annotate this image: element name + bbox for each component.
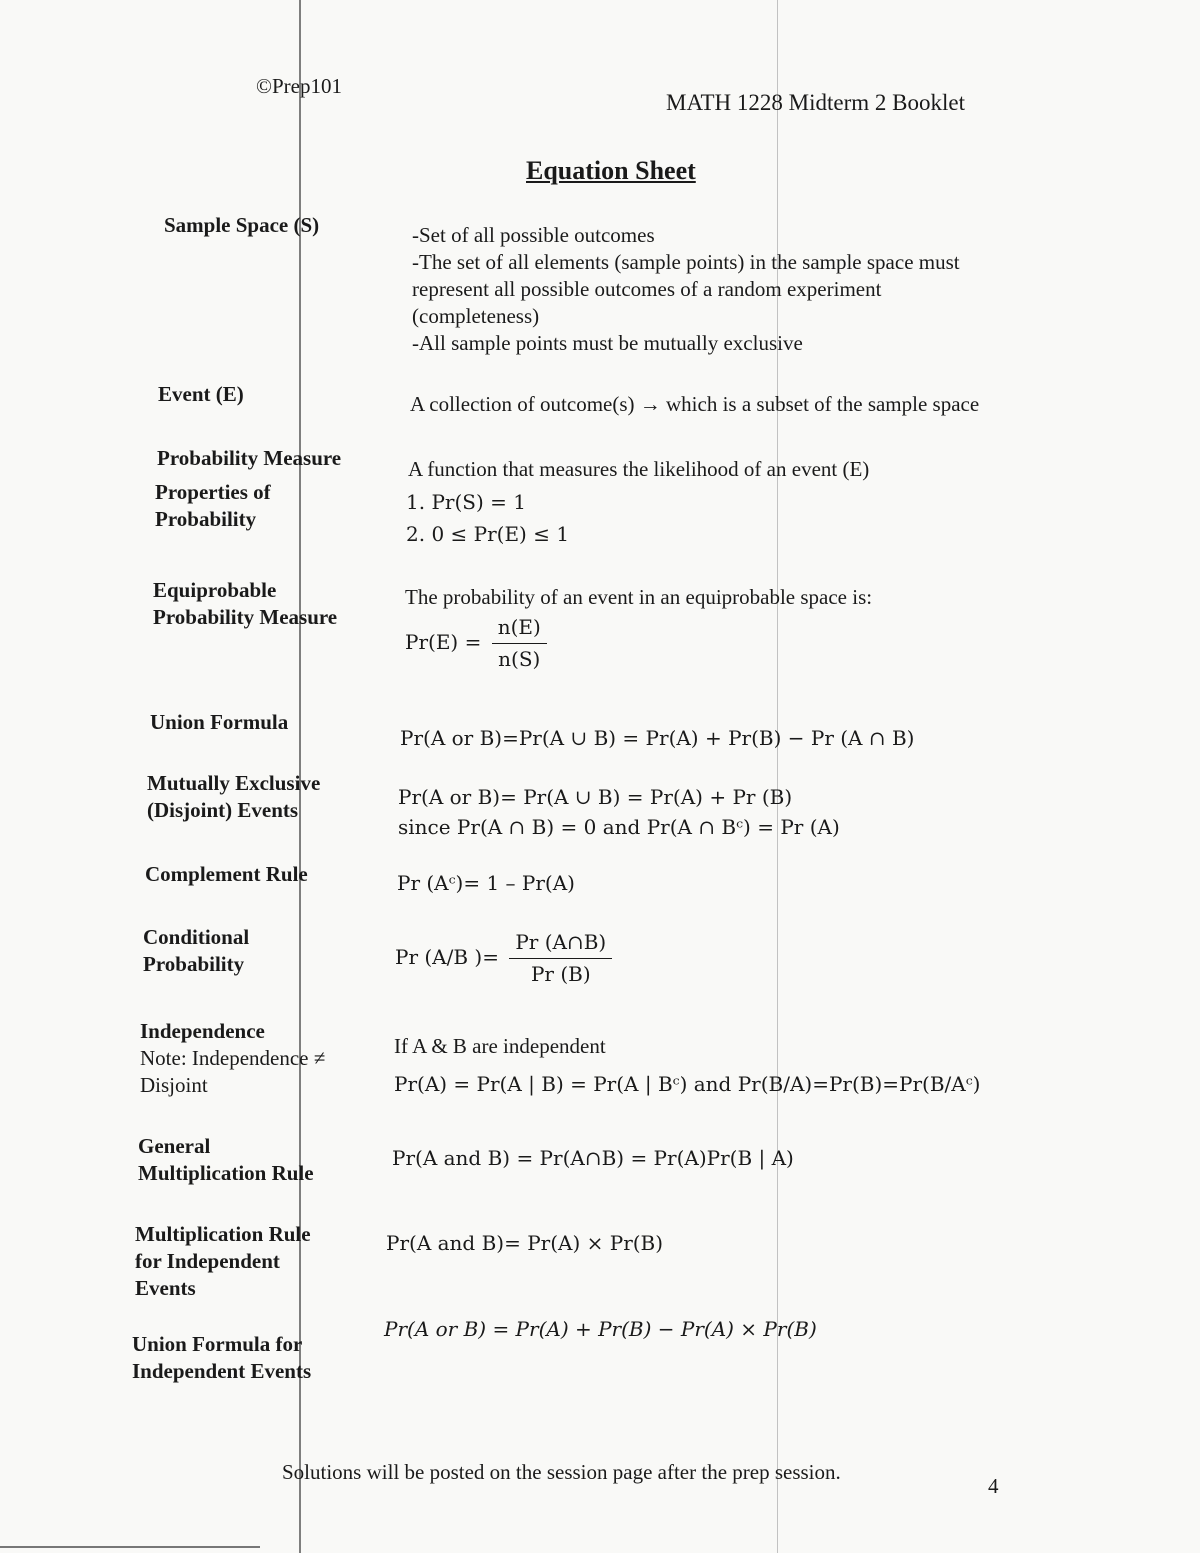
definition-line: -All sample points must be mutually exclusive <box>412 331 803 355</box>
definition-equiprobable <box>405 584 872 611</box>
formula-line: Pr(A or B) = Pr(A) + Pr(B) − Pr(A) × Pr(B) <box>384 1317 817 1341</box>
fraction <box>492 614 547 673</box>
formula-line: Pr(A or B)= Pr(A ∪ B) = Pr(A) + Pr (B) <box>398 785 793 809</box>
term-properties-of-probability <box>155 479 271 533</box>
definition-event <box>410 391 979 418</box>
formula-line: Pr(A and B)= Pr(A) × Pr(B) <box>386 1231 664 1255</box>
property-item: 2. 0 ≤ Pr(E) ≤ 1 <box>406 522 570 546</box>
term-general-multiplication-rule <box>138 1133 314 1187</box>
term-multiplication-rule-independent <box>135 1221 311 1302</box>
term-conditional-probability <box>143 924 249 978</box>
term-sample-space: Sample Space (S) <box>164 213 320 237</box>
term-line: General <box>138 1134 211 1158</box>
term-line: Multiplication Rule <box>138 1161 314 1185</box>
term-line: Probability <box>155 507 257 531</box>
term-line: (Disjoint) Events <box>147 798 299 822</box>
term-independence <box>140 1018 325 1099</box>
term-line: Properties of <box>155 480 271 504</box>
formula-complement <box>397 870 575 897</box>
formula-line: since Pr(A ∩ B) = 0 and Pr(A ∩ Bᶜ) = Pr (A) <box>398 815 840 839</box>
definition-line: -Set of all possible outcomes <box>412 223 655 247</box>
term-note: Disjoint <box>140 1073 208 1097</box>
term-probability-measure: Probability Measure <box>157 446 342 470</box>
definition-line: -The set of all elements (sample points) in the sample space must <box>412 250 960 274</box>
property-item: 1. Pr(S) = 1 <box>406 490 526 514</box>
term-event: Event (E) <box>158 382 244 406</box>
booklet-title: MATH 1228 Midterm 2 Booklet <box>666 90 965 115</box>
fraction-numerator: n(E) <box>492 614 547 644</box>
page-title: Equation Sheet <box>526 156 696 185</box>
formula-mutually-exclusive <box>398 782 840 842</box>
formula-line: Pr (Aᶜ)= 1 – Pr(A) <box>397 871 575 895</box>
fraction-denominator: n(S) <box>498 647 541 671</box>
formula-lhs: Pr (A/B )= <box>395 945 499 969</box>
definition-line: A function that measures the likelihood of an event (E) <box>408 457 870 481</box>
definition-properties-of-probability <box>406 486 569 550</box>
term-line: Events <box>135 1276 196 1300</box>
term-line: Union Formula for <box>132 1332 303 1356</box>
term-line: Equiprobable <box>153 578 277 602</box>
formula-union-independent <box>384 1316 817 1343</box>
formula-line: Pr(A) = Pr(A | B) = Pr(A | Bᶜ) and Pr(B/A)=Pr(B)=Pr(B/Aᶜ) <box>394 1072 981 1096</box>
formula-union <box>400 725 914 752</box>
term-union-formula-independent <box>132 1331 311 1385</box>
formula-general-multiplication <box>392 1145 794 1172</box>
term-union-formula: Union Formula <box>150 710 289 734</box>
fraction <box>509 929 612 988</box>
term-line: Mutually Exclusive <box>147 771 321 795</box>
formula-line: Pr(A or B)=Pr(A ∪ B) = Pr(A) + Pr(B) − Pr (A ∩ B) <box>400 726 915 750</box>
copyright-text: ©Prep101 <box>256 74 342 98</box>
definition-independence <box>394 1027 980 1103</box>
bottom-edge-mark <box>0 1546 260 1548</box>
fraction-numerator: Pr (A∩B) <box>509 929 612 959</box>
formula-multiplication-independent <box>386 1230 663 1257</box>
definition-line: If A & B are independent <box>394 1034 606 1058</box>
definition-line: (completeness) <box>412 304 540 328</box>
term-line: Probability <box>143 952 245 976</box>
definition-line: represent all possible outcomes of a random experiment <box>412 277 882 301</box>
term-line: Conditional <box>143 925 250 949</box>
definition-probability-measure <box>408 456 869 483</box>
formula-conditional-probability <box>395 929 612 988</box>
term-line: Independent Events <box>132 1359 312 1383</box>
definition-sample-space <box>412 222 960 357</box>
formula-lhs: Pr(E) = <box>405 630 482 654</box>
definition-line: A collection of outcome(s) → which is a subset of the sample space <box>410 392 980 416</box>
fraction-denominator: Pr (B) <box>530 962 591 986</box>
term-complement-rule: Complement Rule <box>145 862 308 886</box>
formula-equiprobable <box>405 614 547 673</box>
footer-note: Solutions will be posted on the session page after the prep session. <box>282 1460 841 1484</box>
term-note: Note: Independence ≠ <box>140 1046 326 1070</box>
term-line: Independence <box>140 1019 265 1043</box>
page-number: 4 <box>988 1474 999 1498</box>
term-equiprobable-probability-measure <box>153 577 337 631</box>
term-mutually-exclusive-events <box>147 770 320 824</box>
formula-line: Pr(A and B) = Pr(A∩B) = Pr(A)Pr(B | A) <box>392 1146 794 1170</box>
term-line: for Independent <box>135 1249 280 1273</box>
term-line: Probability Measure <box>153 605 338 629</box>
term-line: Multiplication Rule <box>135 1222 311 1246</box>
definition-line: The probability of an event in an equiprobable space is: <box>405 585 873 609</box>
